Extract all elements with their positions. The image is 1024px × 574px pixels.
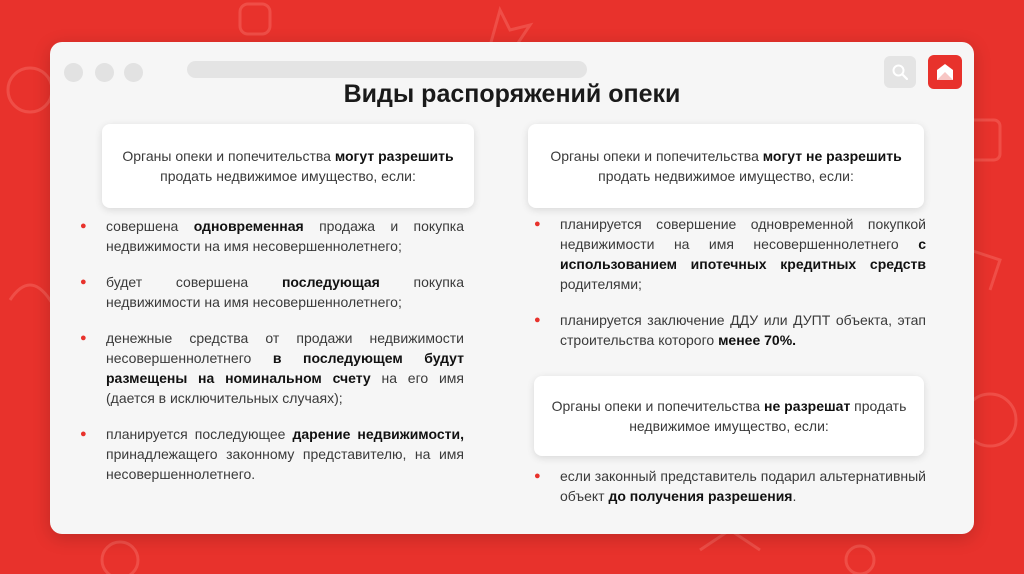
- bullet-dot-icon: ●: [80, 276, 87, 288]
- right-bullet-list: [530, 214, 926, 350]
- list-item: ● планируется совершение одновременной покупкой недвижимости на имя несовершеннолетнего с использованием ипотечных кредитных средств родителями;: [534, 216, 926, 292]
- right-header-card: [528, 124, 924, 208]
- left-bullet-list: [76, 216, 464, 484]
- bullet-dot-icon: ●: [534, 218, 541, 230]
- bullet-dot-icon: ●: [534, 470, 541, 482]
- bullet-dot-icon: ●: [534, 314, 541, 326]
- right-header-text: Органы опеки и попечительства могут не разрешить продать недвижимое имущество, если:: [550, 148, 902, 184]
- right-header2-text: Органы опеки и попечительства не разрешат продать недвижимое имущество, если:: [551, 398, 907, 434]
- list-item: ● планируется заключение ДДУ или ДУПТ объекта, этап строительства которого менее 70%.: [534, 312, 926, 348]
- list-item: ● денежные средства от продажи недвижимости несовершеннолетнего в последующем будут размещены на номинальном счету на его имя (дается в исключительных случаях);: [80, 330, 464, 406]
- bullet-dot-icon: ●: [80, 220, 87, 232]
- list-item: ● совершена одновременная продажа и покупка недвижимости на имя несовершеннолетнего;: [80, 218, 464, 254]
- browser-window: [50, 42, 974, 534]
- address-bar[interactable]: [187, 61, 587, 78]
- list-item: ● если законный представитель подарил альтернативный объект до получения разрешения.: [534, 468, 926, 504]
- bullet-dot-icon: ●: [80, 332, 87, 344]
- left-header-text: Органы опеки и попечительства могут разрешить продать недвижимое имущество, если:: [122, 148, 454, 184]
- list-item: ● планируется последующее дарение недвижимости, принадлежащего законному представителю, на имя несовершеннолетнего.: [80, 426, 464, 482]
- home-icon: [934, 62, 956, 82]
- search-icon: [891, 63, 909, 81]
- bullet-dot-icon: ●: [80, 428, 87, 440]
- page-title: Виды распоряжений опеки: [343, 80, 681, 108]
- right-header2-card: [534, 376, 924, 456]
- right-bullet-list-2: [530, 466, 926, 506]
- list-item: ● будет совершена последующая покупка недвижимости на имя несовершеннолетнего;: [80, 274, 465, 310]
- left-header-card: [102, 124, 474, 208]
